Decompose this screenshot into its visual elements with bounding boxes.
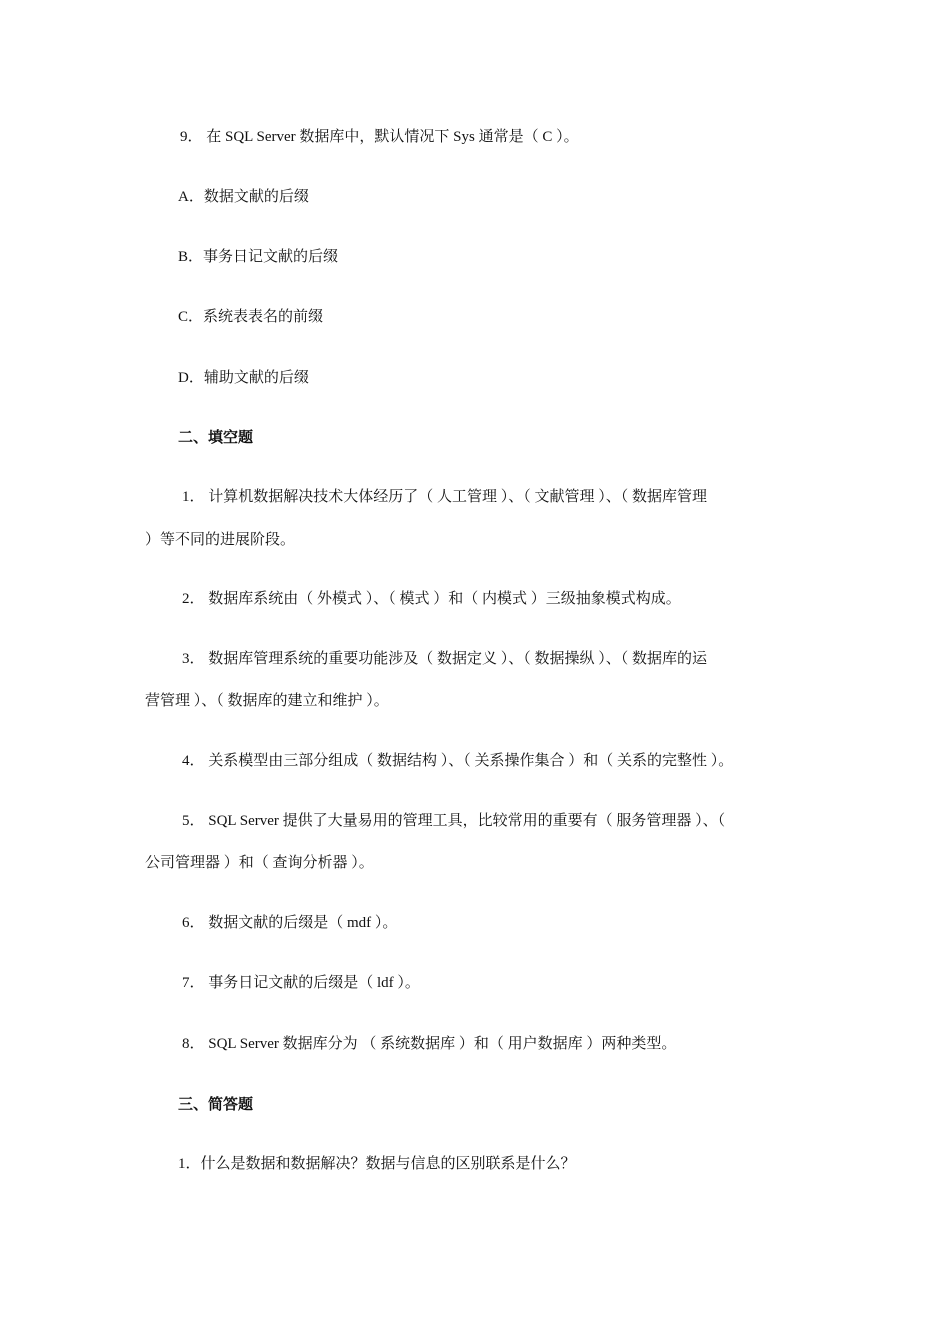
- fill-item-3-line-1: 3． 数据库管理系统的重要功能涉及（ 数据定义 ）、（ 数据操纵 ）、（ 数据库的运: [182, 651, 708, 667]
- fill-item-1-line-2: ）等不同的进展阶段。: [145, 532, 296, 548]
- question-9-option-a: A．数据文献的后缀: [178, 189, 309, 205]
- fill-section-heading: 二、填空题: [178, 430, 254, 446]
- short-answer-section-heading: 三、简答题: [178, 1097, 254, 1113]
- question-9-option-b: B．事务日记文献的后缀: [178, 249, 339, 265]
- fill-item-1-line-1: 1． 计算机数据解决技术大体经历了（ 人工管理 ）、（ 文献管理 ）、（ 数据库管理: [182, 489, 708, 505]
- short-answer-item-1: 1．什么是数据和数据解决？数据与信息的区别联系是什么？: [178, 1156, 576, 1172]
- question-9-option-d: D．辅助文献的后缀: [178, 370, 309, 386]
- fill-item-3-line-2: 营管理 ）、（ 数据库的建立和维护 ）。: [145, 693, 389, 709]
- fill-item-5-line-1: 5． SQL Server 提供了大量易用的管理工具，比较常用的重要有（ 服务管理器 ）、（: [182, 813, 726, 829]
- question-9-option-c: C．系统表表名的前缀: [178, 309, 324, 325]
- fill-item-4: 4． 关系模型由三部分组成（ 数据结构 ）、（ 关系操作集合 ）和（ 关系的完整性 ）。: [182, 753, 734, 769]
- fill-item-6: 6． 数据文献的后缀是（ mdf ）。: [182, 915, 398, 931]
- fill-item-7: 7． 事务日记文献的后缀是（ ldf ）。: [182, 975, 420, 991]
- fill-item-8: 8． SQL Server 数据库分为 （ 系统数据库 ）和（ 用户数据库 ）两种类型。: [182, 1036, 677, 1052]
- fill-item-2: 2． 数据库系统由（ 外模式 ）、（ 模式 ）和（ 内模式 ）三级抽象模式构成。: [182, 591, 681, 607]
- question-9-stem: 9． 在 SQL Server 数据库中，默认情况下 Sys 通常是（ C ）。: [180, 129, 579, 145]
- fill-item-5-line-2: 公司管理器 ）和（ 查询分析器 ）。: [145, 855, 374, 871]
